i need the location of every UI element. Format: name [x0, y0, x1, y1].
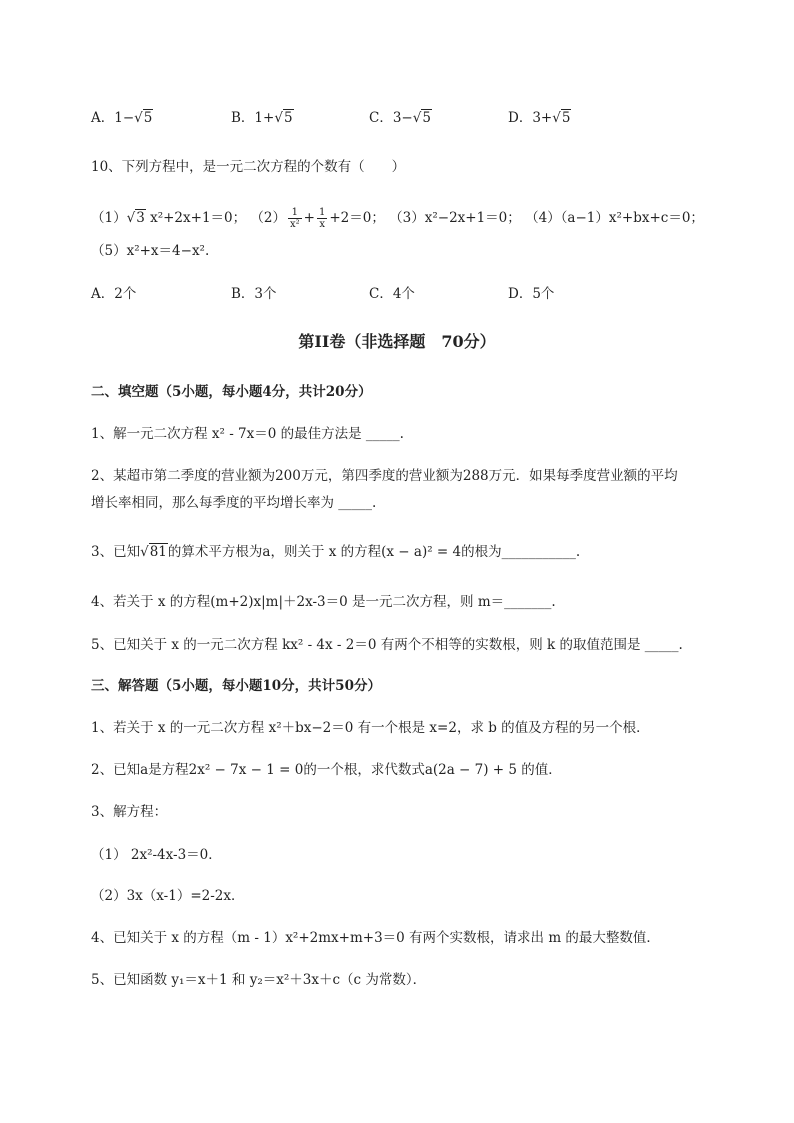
q10-option-a: A．2个: [91, 286, 137, 302]
part2-q3: [91, 542, 580, 562]
item3-equation: （3）x²−2x+1＝0；: [389, 210, 521, 226]
item-prefix: （2）: [250, 210, 287, 226]
q10-item5: （5）x²+x＝4−x².: [91, 243, 210, 259]
sqrt-symbol: √5: [412, 110, 431, 126]
part3-q3: 3、解方程：: [91, 804, 168, 820]
q10-option-d: D．5个: [508, 286, 555, 302]
part2-q5: 5、已知关于 x 的一元二次方程 kx² - 4x - 2＝0 有两个不相等的实数根，则 k 的取值范围是 _____.: [91, 637, 683, 653]
q3-text-c: 的根为___________.: [461, 544, 581, 560]
item1-equation: x²+2x+1＝0；: [150, 210, 247, 226]
part2-q4: 4、若关于 x 的方程(m+2)x|m|＋2x-3＝0 是一元二次方程，则 m＝_______.: [91, 594, 556, 610]
q9-option-c: [369, 108, 432, 128]
q10-option-b: B．3个: [231, 286, 277, 302]
fraction-1-over-x: $\frac{1}{x}$: [318, 207, 326, 230]
q9-option-d: [508, 108, 571, 128]
option-label: C．3−: [369, 110, 413, 126]
sqrt-3: √3: [126, 210, 145, 226]
option-label: B．1+: [231, 110, 275, 126]
q9-option-a: [91, 108, 153, 128]
part3-q3-1: （1） 2x²-4x-3＝0．: [91, 847, 222, 863]
part3-q5: 5、已知函数 y₁＝x＋1 和 y₂＝x²＋3x＋c（c 为常数）．: [91, 972, 427, 988]
q3-equation: (x − a)² = 4: [381, 544, 462, 560]
section-title: 第II卷（非选择题 70分）: [298, 332, 496, 351]
q3-text-a: 3、已知: [91, 544, 141, 560]
part2-heading: 二、填空题（5小题，每小题4分，共计20分）: [91, 384, 372, 400]
radicand: 5: [283, 110, 293, 126]
item4-equation: （4）（a−1）x²+bx+c＝0；: [525, 210, 704, 226]
part3-q4: 4、已知关于 x 的方程（m - 1）x²+2mx+m+3＝0 有两个实数根，请求出 m 的最大整数值．: [91, 930, 660, 946]
q10-stem: 10、下列方程中，是一元二次方程的个数有（ ）: [91, 159, 406, 175]
part2-q2-line1: 2、某超市第二季度的营业额为200万元，第四季度的营业额为288万元．如果每季度营业额的平均: [91, 468, 678, 484]
option-label: A．1−: [91, 110, 135, 126]
sqrt-symbol: √5: [134, 110, 153, 126]
part3-heading: 三、解答题（5小题，每小题10分，共计50分）: [91, 678, 381, 694]
q10-items-row1: （1）√3 x²+2x+1＝0； （2） $\frac{1}{\text{x²}}$ + $\frac{1}{x}$ +2＝0； （3）x²−2x+1＝0； （4）（a−1）x²+bx+c＝0；: [91, 207, 704, 230]
part3-q1: 1、若关于 x 的一元二次方程 x²＋bx−2＝0 有一个根是 x=2，求 b 的值及方程的另一个根．: [91, 720, 650, 736]
part3-q2: 2、已知a是方程2x² − 7x − 1 = 0的一个根，求代数式a(2a − 7) + 5 的值．: [91, 762, 562, 778]
part2-q2-line2: 增长率相同，那么每季度的平均增长率为 _____.: [91, 495, 377, 511]
sqrt-symbol: √5: [274, 110, 293, 126]
radicand: 81: [149, 544, 167, 560]
sqrt-81: √81: [140, 544, 167, 560]
q10-option-c: C．4个: [369, 286, 415, 302]
radicand: 5: [143, 110, 153, 126]
q9-option-b: [231, 108, 294, 128]
item-prefix: （1）: [91, 210, 127, 226]
part3-q3-2: （2）3x（x-1）=2-2x．: [91, 888, 245, 904]
item2-tail: +2＝0；: [329, 210, 385, 226]
fraction-1-over-x2: $\frac{1}{\text{x²}}$: [290, 207, 300, 230]
radicand: 5: [422, 110, 431, 126]
sqrt-symbol: √5: [552, 110, 571, 126]
radicand: 5: [561, 110, 571, 126]
option-label: D．3+: [508, 110, 553, 126]
q3-text-b: 的算术平方根为a，则关于 x 的方程: [167, 544, 382, 560]
part2-q1: 1、解一元二次方程 x² - 7x＝0 的最佳方法是 _____.: [91, 426, 404, 442]
